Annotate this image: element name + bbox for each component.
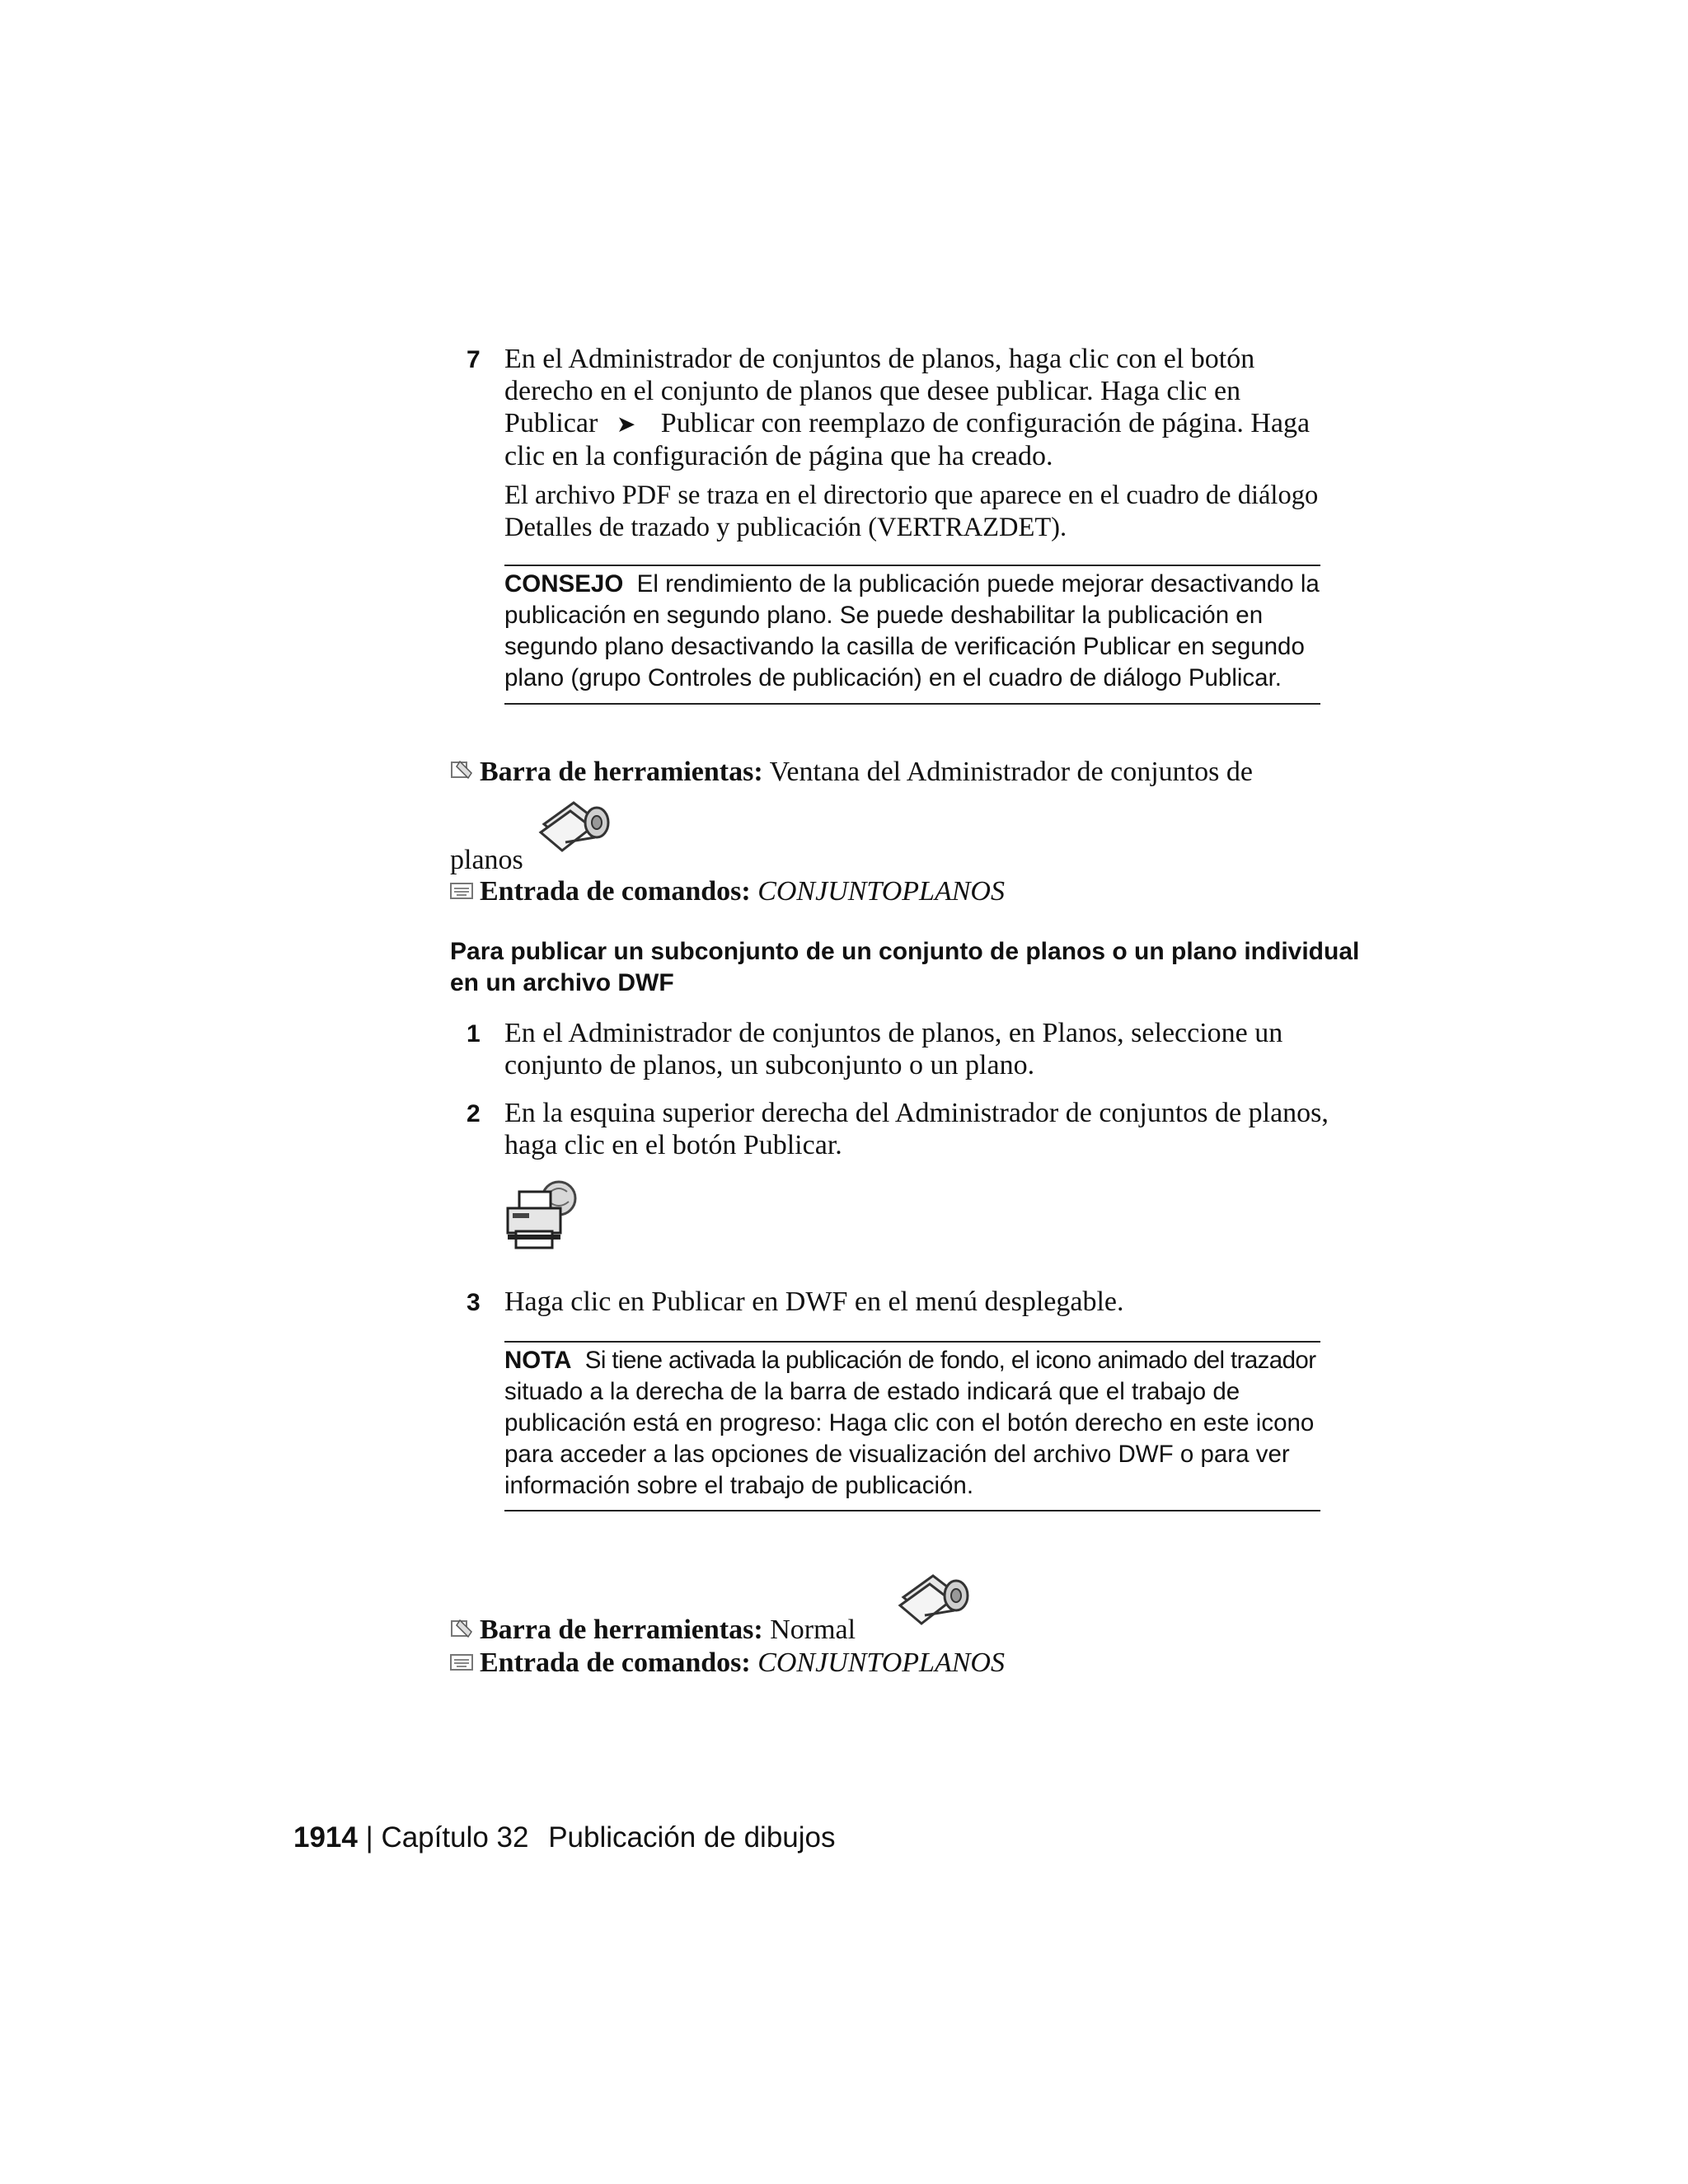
chapter-label: Capítulo 32 [381,1821,529,1854]
tip-top-rule [504,565,1320,566]
toolbar-value: Ventana del Administrador de conjuntos de [769,757,1253,787]
command-value: CONJUNTOPLANOS [757,876,1005,907]
text-line: Detalles de trazado y publicación (VERTRAZDET). [504,513,1067,542]
page-number: 1914 [293,1821,358,1854]
command-value: CONJUNTOPLANOS [757,1647,1005,1678]
step-1-text [504,1017,1282,1081]
publish-plotter-icon [504,1177,580,1253]
text-line: haga clic en el botón Publicar. [504,1130,842,1160]
tip-box [504,569,1320,694]
text-line: clic en la configuración de página que ha creado. [504,441,1053,471]
keyboard-icon [450,882,473,900]
text-line: información sobre el trabajo de publicación. [504,1472,974,1499]
procedure-heading [450,936,1359,999]
tip-label: CONSEJO [504,570,624,598]
tip-text: El rendimiento de la publicación puede mejorar desactivando la [636,570,1320,598]
chapter-title: Publicación de dibujos [548,1821,836,1854]
heading-line: Para publicar un subconjunto de un conjunto de planos o un plano individual [450,938,1360,965]
toolbar-icon [450,1617,473,1640]
sheet-set-icon [537,793,613,859]
command-access-1 [480,875,1005,907]
step-7-text [504,343,1310,472]
text-line [504,1345,1315,1376]
toolbar-icon [450,758,473,781]
heading-line: en un archivo DWF [450,969,674,996]
toolbar-label: Barra de herramientas: [480,1615,763,1645]
footer-separator: | [365,1821,373,1854]
text-line: En el Administrador de conjuntos de planos, en Planos, seleccione un [504,1018,1283,1048]
command-access-2 [480,1647,1005,1679]
text-line: situado a la derecha de la barra de estado indicará que el trabajo de [504,1378,1240,1405]
arrow-icon: ➤ [616,410,636,438]
text-line: para acceder a las opciones de visualización del archivo DWF o para ver [504,1441,1290,1468]
note-label: NOTA [504,1347,572,1374]
note-box [504,1345,1315,1502]
toolbar-label: Barra de herramientas: [480,757,763,787]
step-number: 2 [467,1100,481,1127]
note-text: Si tiene activada la publicación de fondo, el icono animado del trazador [584,1347,1316,1374]
text-line: En la esquina superior derecha del Administrador de conjuntos de planos, [504,1098,1329,1128]
toolbar-value-continued: planos [450,845,523,875]
step-number: 7 [467,346,481,373]
text-line: segundo plano desactivando la casilla de verificación Publicar en segundo [504,633,1305,660]
note-bottom-rule [504,1510,1320,1511]
toolbar-access-2 [480,1614,856,1646]
text-line [504,569,1320,600]
text-line: conjunto de planos, un subconjunto o un plano. [504,1050,1035,1080]
step-3-text [504,1286,1124,1318]
step-number: 3 [467,1289,481,1316]
menu-path-end: Publicar con reemplazo de configuración de página. Haga [660,408,1311,438]
command-label: Entrada de comandos: [480,876,751,907]
text-line: El archivo PDF se traza en el directorio que aparece en el cuadro de diálogo [504,480,1319,510]
sheet-set-icon [897,1566,973,1632]
text-line: publicación en segundo plano. Se puede deshabilitar la publicación en [504,602,1264,629]
note-top-rule [504,1341,1320,1343]
menu-path-start: Publicar [504,408,598,438]
text-line: Haga clic en Publicar en DWF en el menú desplegable. [504,1286,1124,1317]
text-line: En el Administrador de conjuntos de planos, haga clic con el botón [504,344,1255,374]
step-7-result [504,480,1318,544]
command-label: Entrada de comandos: [480,1647,751,1678]
text-line: derecho en el conjunto de planos que desee publicar. Haga clic en [504,376,1241,406]
step-number: 1 [467,1020,481,1047]
toolbar-access-1 [480,756,1253,788]
keyboard-icon [450,1653,473,1671]
toolbar-value: Normal [770,1615,856,1645]
text-line: publicación está en progreso: Haga clic con el botón derecho en este icono [504,1409,1315,1436]
tip-bottom-rule [504,703,1320,705]
text-line: plano (grupo Controles de publicación) en el cuadro de diálogo Publicar. [504,664,1282,691]
step-2-text [504,1097,1329,1161]
page-footer [293,1821,836,1854]
text-line [504,407,1310,440]
